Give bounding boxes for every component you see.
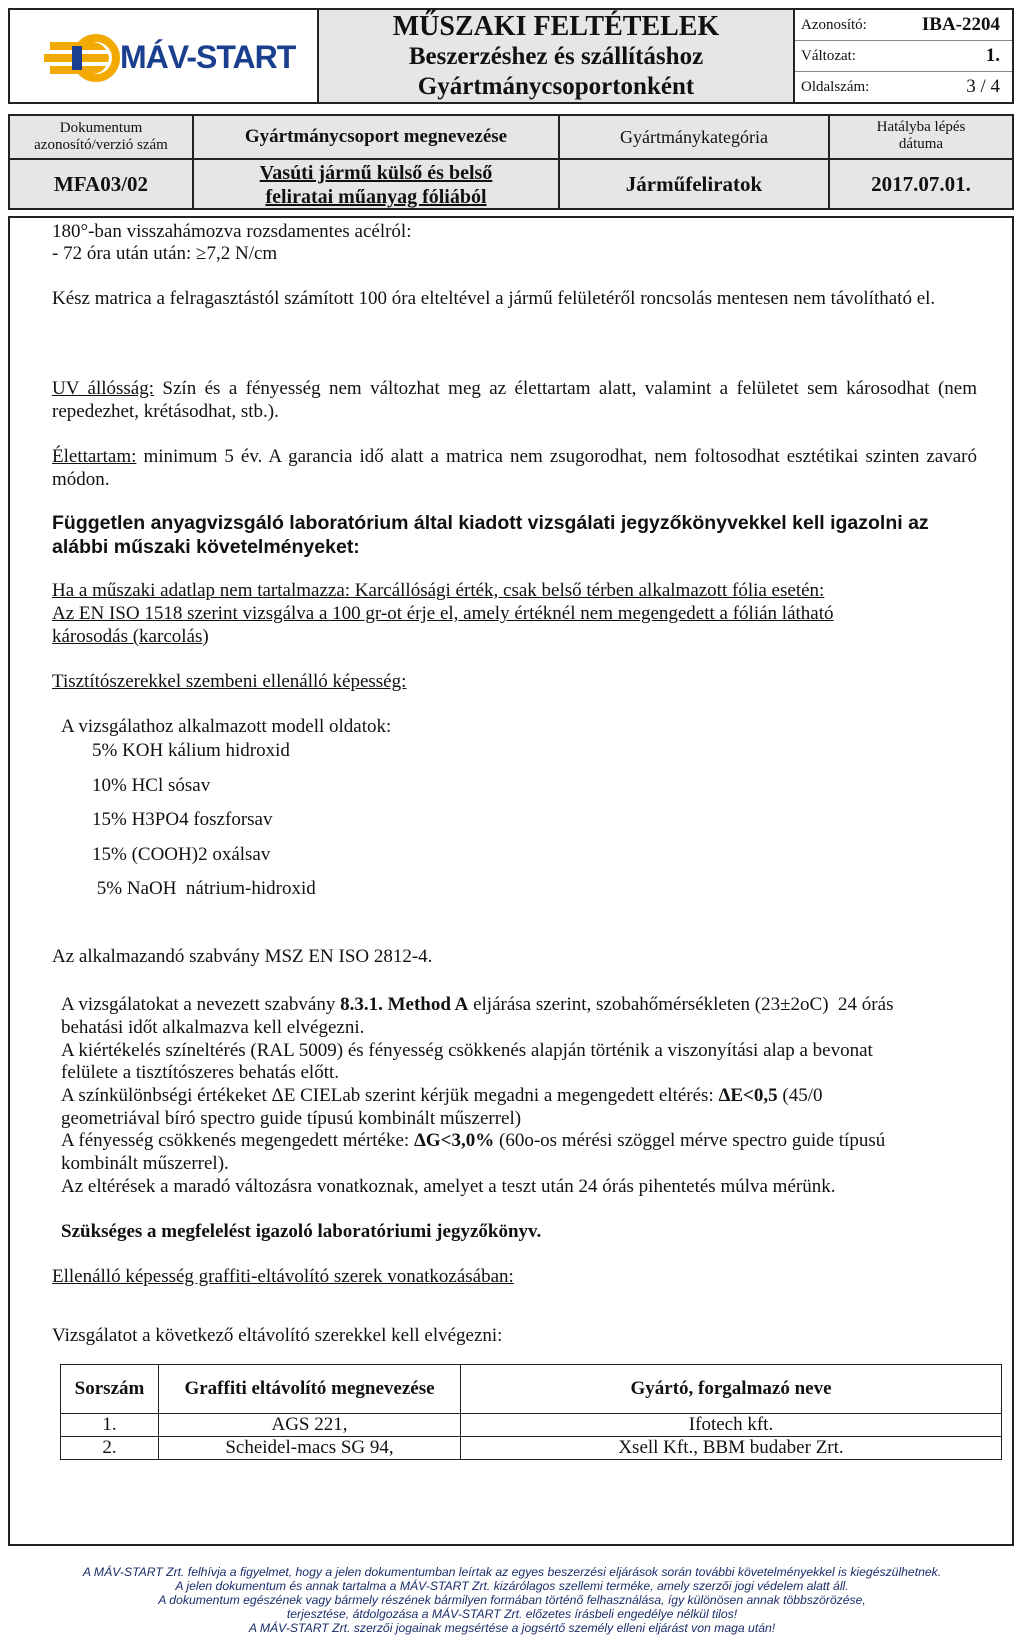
- copyright-footer: [0, 1565, 1024, 1635]
- footer-line: A MÁV-START Zrt. felhívja a figyelmet, hogy a jelen dokumentumban leírtak az egyes beszerzési eljárások során további követelményekkel is kiegészülhetnek.: [82, 1565, 942, 1579]
- meta-row-page: [795, 72, 1012, 102]
- product-cat-value: Járműfeliratok: [625, 172, 763, 196]
- scratch-paragraph: [52, 579, 982, 648]
- scratch-line: Ha a műszaki adatlap nem tartalmazza: Karcállósági érték, csak belső térben alkalmazott fólia esetén:: [52, 580, 825, 601]
- content-frame: [8, 216, 1014, 1546]
- document-header: [8, 8, 1014, 104]
- test-text: (60o-os mérési szöggel mérve spectro guide típusú: [494, 1130, 886, 1151]
- scratch-line-end: ): [202, 626, 209, 647]
- table-row: [61, 1437, 1002, 1460]
- effective-label-line: dátuma: [898, 136, 944, 152]
- lab-heading: Független anyagvizsgáló laboratórium által kiadott vizsgálati jegyzőkönyvekkel kell igazolni az alábbi műszaki követelményeket:: [52, 512, 929, 558]
- test-line: [61, 1129, 885, 1152]
- doc-id-value: MFA03/02: [53, 172, 149, 196]
- test-text: A fényesség csökkenés megengedett mértéke:: [61, 1130, 414, 1151]
- test-line: [61, 1084, 823, 1107]
- group-value: [194, 161, 558, 209]
- test-bold: ΔE<0,5: [718, 1085, 778, 1106]
- life-paragraph: [52, 445, 977, 491]
- removal-paragraph: Kész matrica a felragasztástól számított 100 óra elteltével a jármű felületéről roncsolás mentesen nem távolítható el.: [52, 288, 936, 309]
- effective-label-line: Hatályba lépés: [876, 119, 966, 135]
- title-line-3: Gyártmánycsoportonként: [417, 73, 695, 100]
- solution-item: 5% NaOH nátrium-hidroxid: [92, 878, 316, 899]
- header-meta: [795, 10, 1012, 102]
- footer-line: A MÁV-START Zrt. szerzői jogainak megsértése a jogsértő személy elleni eljárást von maga után!: [248, 1621, 776, 1635]
- graffiti-heading: Ellenálló képesség graffiti-eltávolító szerek vonatkozásában:: [52, 1266, 514, 1287]
- solution-item: 10% HCl sósav: [92, 775, 211, 796]
- column-header: Sorszám: [61, 1365, 159, 1414]
- table-header-row: [61, 1365, 1002, 1414]
- standard-line: Az alkalmazandó szabvány MSZ EN ISO 2812-4.: [52, 946, 433, 967]
- group-label: Gyártmánycsoport megnevezése: [244, 126, 508, 147]
- title-line-2: Beszerzéshez és szállításhoz: [408, 43, 704, 70]
- meta-label: Változat:: [801, 48, 856, 64]
- test-line: behatási időt alkalmazva kell elvégezni.: [61, 1017, 365, 1038]
- meta-row-version: [795, 41, 1012, 72]
- graffiti-intro: Vizsgálatot a következő eltávolító szerekkel kell elvégezni:: [52, 1325, 503, 1346]
- table-cell: Xsell Kft., BBM budaber Zrt.: [461, 1437, 1002, 1460]
- group-value-line: Vasúti jármű külső és belső: [259, 162, 493, 184]
- lab-report-line: Szükséges a megfelelést igazoló laboratóriumi jegyzőkönyv.: [61, 1221, 542, 1242]
- test-bold: ΔG<3,0%: [413, 1130, 495, 1151]
- title-line-1: MŰSZAKI FELTÉTELEK: [392, 11, 720, 42]
- model-intro: A vizsgálathoz alkalmazott modell oldatok:: [61, 716, 392, 737]
- effective-value: 2017.07.01.: [871, 172, 971, 196]
- cleaner-heading: Tisztítószerekkel szembeni ellenálló képesség:: [52, 671, 407, 692]
- peel-line-2: - 72 óra után után: ≥7,2 N/cm: [52, 243, 278, 264]
- uv-text: Szín és a fényesség nem változhat meg az élettartam alatt, valamint a felületet sem károsodhat (nem repedezhet, krétásodhat, stb.).: [52, 378, 977, 422]
- solution-item: 15% H3PO4 foszforsav: [92, 809, 273, 830]
- scratch-line: Az EN ISO 1518 szerint vizsgálva a 100 gr-ot érje el, amely értéknél nem megengedett a fólián látható: [52, 603, 834, 624]
- header-titles: [319, 10, 795, 102]
- effective-label: [830, 119, 1012, 153]
- table-cell: Scheidel-macs SG 94,: [159, 1437, 461, 1460]
- footer-line: A jelen dokumentum és annak tartalma a MÁV-START Zrt. kizárólagos szellemi terméke, amely szerzői jogi védelem alatt áll.: [175, 1579, 849, 1593]
- table-cell: 1.: [61, 1414, 159, 1437]
- table-cell: AGS 221,: [159, 1414, 461, 1437]
- footer-line: A dokumentum egészének vagy bármely részének bármilyen formában történő felhasználása, így különösen annak többszörözése,: [158, 1593, 866, 1607]
- table-cell: 2.: [61, 1437, 159, 1460]
- meta-value: 3 / 4: [966, 76, 1000, 97]
- uv-paragraph: [52, 377, 977, 423]
- test-text: A vizsgálatokat a nevezett szabvány: [61, 994, 341, 1015]
- logo-cell: [10, 10, 319, 102]
- logo-text: MÁV-START: [120, 39, 296, 75]
- solution-item: 5% KOH kálium hidroxid: [92, 740, 290, 761]
- category-bar: [8, 114, 1014, 210]
- winged-wheel-icon: [44, 38, 116, 78]
- meta-row-id: [795, 10, 1012, 41]
- product-cat-label: Gyártmánykategória: [620, 127, 768, 147]
- meta-label: Azonosító:: [801, 17, 867, 33]
- test-text: A színkülönbségi értékeket ΔE CIELab szerint kérjük megadni a megengedett eltérés:: [61, 1085, 719, 1106]
- life-text: minimum 5 év. A garancia idő alatt a matrica nem zsugorodhat, nem foltosodhat esztétikai szinten zavaró módon.: [52, 446, 977, 490]
- test-line: kombinált műszerrel).: [61, 1153, 229, 1174]
- uv-label: UV állósság:: [52, 378, 154, 399]
- test-line: Az eltérések a maradó változásra vonatkoznak, amelyet a teszt után 24 órás pihentetés múlva mérünk.: [61, 1176, 836, 1197]
- test-line: [61, 993, 986, 1016]
- peel-line-1: 180°-ban visszahámozva rozsdamentes acélról:: [52, 221, 412, 242]
- footer-line: terjesztése, átdolgozása a MÁV-START Zrt. előzetes írásbeli engedélye nélkül tilos!: [286, 1607, 738, 1621]
- doc-id-label: Dokumentum azonosító/verzió szám: [34, 120, 168, 153]
- test-bold: 8.3.1. Method A: [340, 994, 469, 1015]
- group-value-line: feliratai műanyag fóliából: [265, 186, 487, 208]
- test-line: geometriával bíró spectro guide típusú kombinált műszerrel): [61, 1108, 522, 1129]
- divider: [10, 158, 1012, 160]
- meta-value: IBA-2204: [921, 14, 1000, 35]
- life-label: Élettartam:: [52, 446, 137, 467]
- test-text: (45/0: [777, 1085, 823, 1106]
- test-line: A kiértékelés színeltérés (RAL 5009) és fényesség csökkenés alapján történik a viszonyítási alap a bevonat: [61, 1040, 873, 1061]
- solution-item: 15% (COOH)2 oxálsav: [92, 844, 271, 865]
- mav-start-logo: [10, 10, 310, 102]
- meta-value: 1.: [985, 45, 1000, 66]
- table-row: [61, 1414, 1002, 1437]
- graffiti-remover-table: [60, 1364, 1002, 1460]
- test-text: eljárása szerint, szobahőmérsékleten (23±2oC) 24 órás: [468, 994, 894, 1015]
- column-header: Gyártó, forgalmazó neve: [461, 1365, 1002, 1414]
- scratch-line: károsodás (karcolás: [52, 626, 203, 647]
- test-line: felülete a tisztítószeres behatás előtt.: [61, 1062, 340, 1083]
- column-header: Graffiti eltávolító megnevezése: [159, 1365, 461, 1414]
- meta-label: Oldalszám:: [801, 79, 870, 95]
- table-cell: Ifotech kft.: [461, 1414, 1002, 1437]
